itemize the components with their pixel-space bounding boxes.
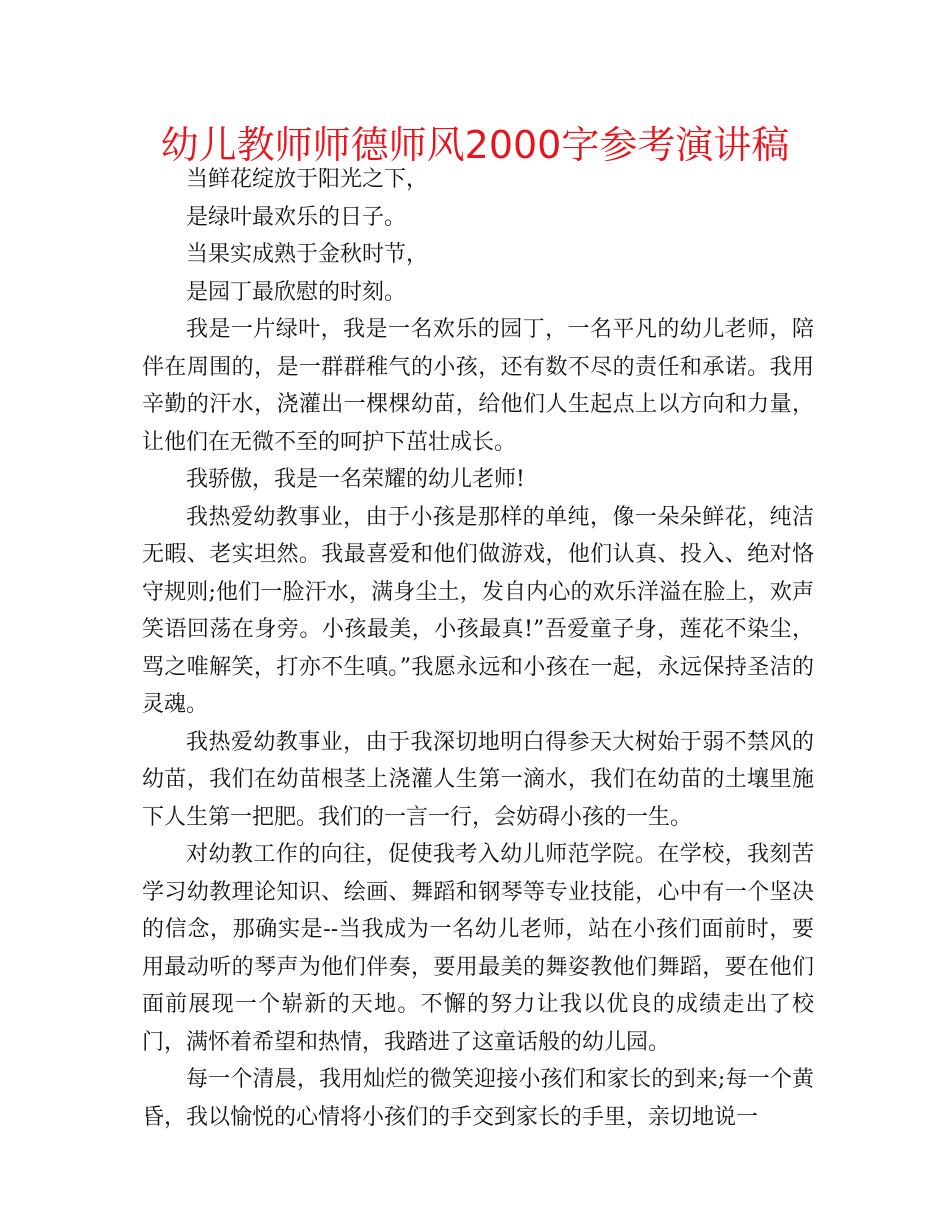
paragraph: 当鲜花绽放于阳光之下，: [186, 167, 429, 192]
document-title: 幼儿教师师德师风2000字参考演讲稿: [160, 123, 790, 167]
paragraph: 当果实成熟于金秋时节，: [186, 242, 429, 267]
paragraph: 我骄傲，我是一名荣耀的幼儿老师!: [186, 467, 525, 492]
paragraph: 对幼教工作的向往，促使我考入幼儿师范学院。在学校，我刻苦学习幼教理论知识、绘画、舞蹈和钢琴等专业技能，心中有一个坚决的信念，那确实是--当我成为一名幼儿老师，站在小孩们面前时，要用最动听的琴声为他们伴奏，要用最美的舞姿教他们舞蹈，要在他们面前展现一个崭新的天地。不懈的努力让我以优良的成绩走出了校门，满怀着希望和热情，我踏进了这童话般的幼儿园。: [142, 842, 814, 1055]
paragraph: 是园丁最欣慰的时刻。: [186, 279, 407, 305]
paragraph: 我热爱幼教事业，由于小孩是那样的单纯，像一朵朵鲜花，纯洁无暇、老实坦然。我最喜爱和他们做游戏，他们认真、投入、绝对恪守规则;他们一脸汗水，满身尘土，发自内心的欢乐洋溢在脸上，欢声笑语回荡在身旁。小孩最美，小孩最真!”吾爱童子身，莲花不染尘，骂之唯解笑，打亦不生嗔。”我愿永远和小孩在一起，永远保持圣洁的灵魂。: [142, 504, 814, 717]
paragraph: 每一个清晨，我用灿烂的微笑迎接小孩们和家长的到来;每一个黄昏，我以愉悦的心情将小孩们的手交到家长的手里，亲切地说一: [142, 1067, 814, 1130]
paragraph: 是绿叶最欢乐的日子。: [186, 204, 407, 230]
document-body: [142, 161, 814, 1136]
paragraph: 我热爱幼教事业，由于我深切地明白得参天大树始于弱不禁风的幼苗，我们在幼苗根茎上浇灌人生第一滴水，我们在幼苗的土壤里施下人生第一把肥。我们的一言一行，会妨碍小孩的一生。: [142, 729, 814, 830]
paragraph: 我是一片绿叶，我是一名欢乐的园丁，一名平凡的幼儿老师，陪伴在周围的，是一群群稚气的小孩，还有数不尽的责任和承诺。我用辛勤的汗水，浇灌出一棵棵幼苗，给他们人生起点上以方向和力量，让他们在无微不至的呵护下茁壮成长。: [142, 317, 814, 455]
